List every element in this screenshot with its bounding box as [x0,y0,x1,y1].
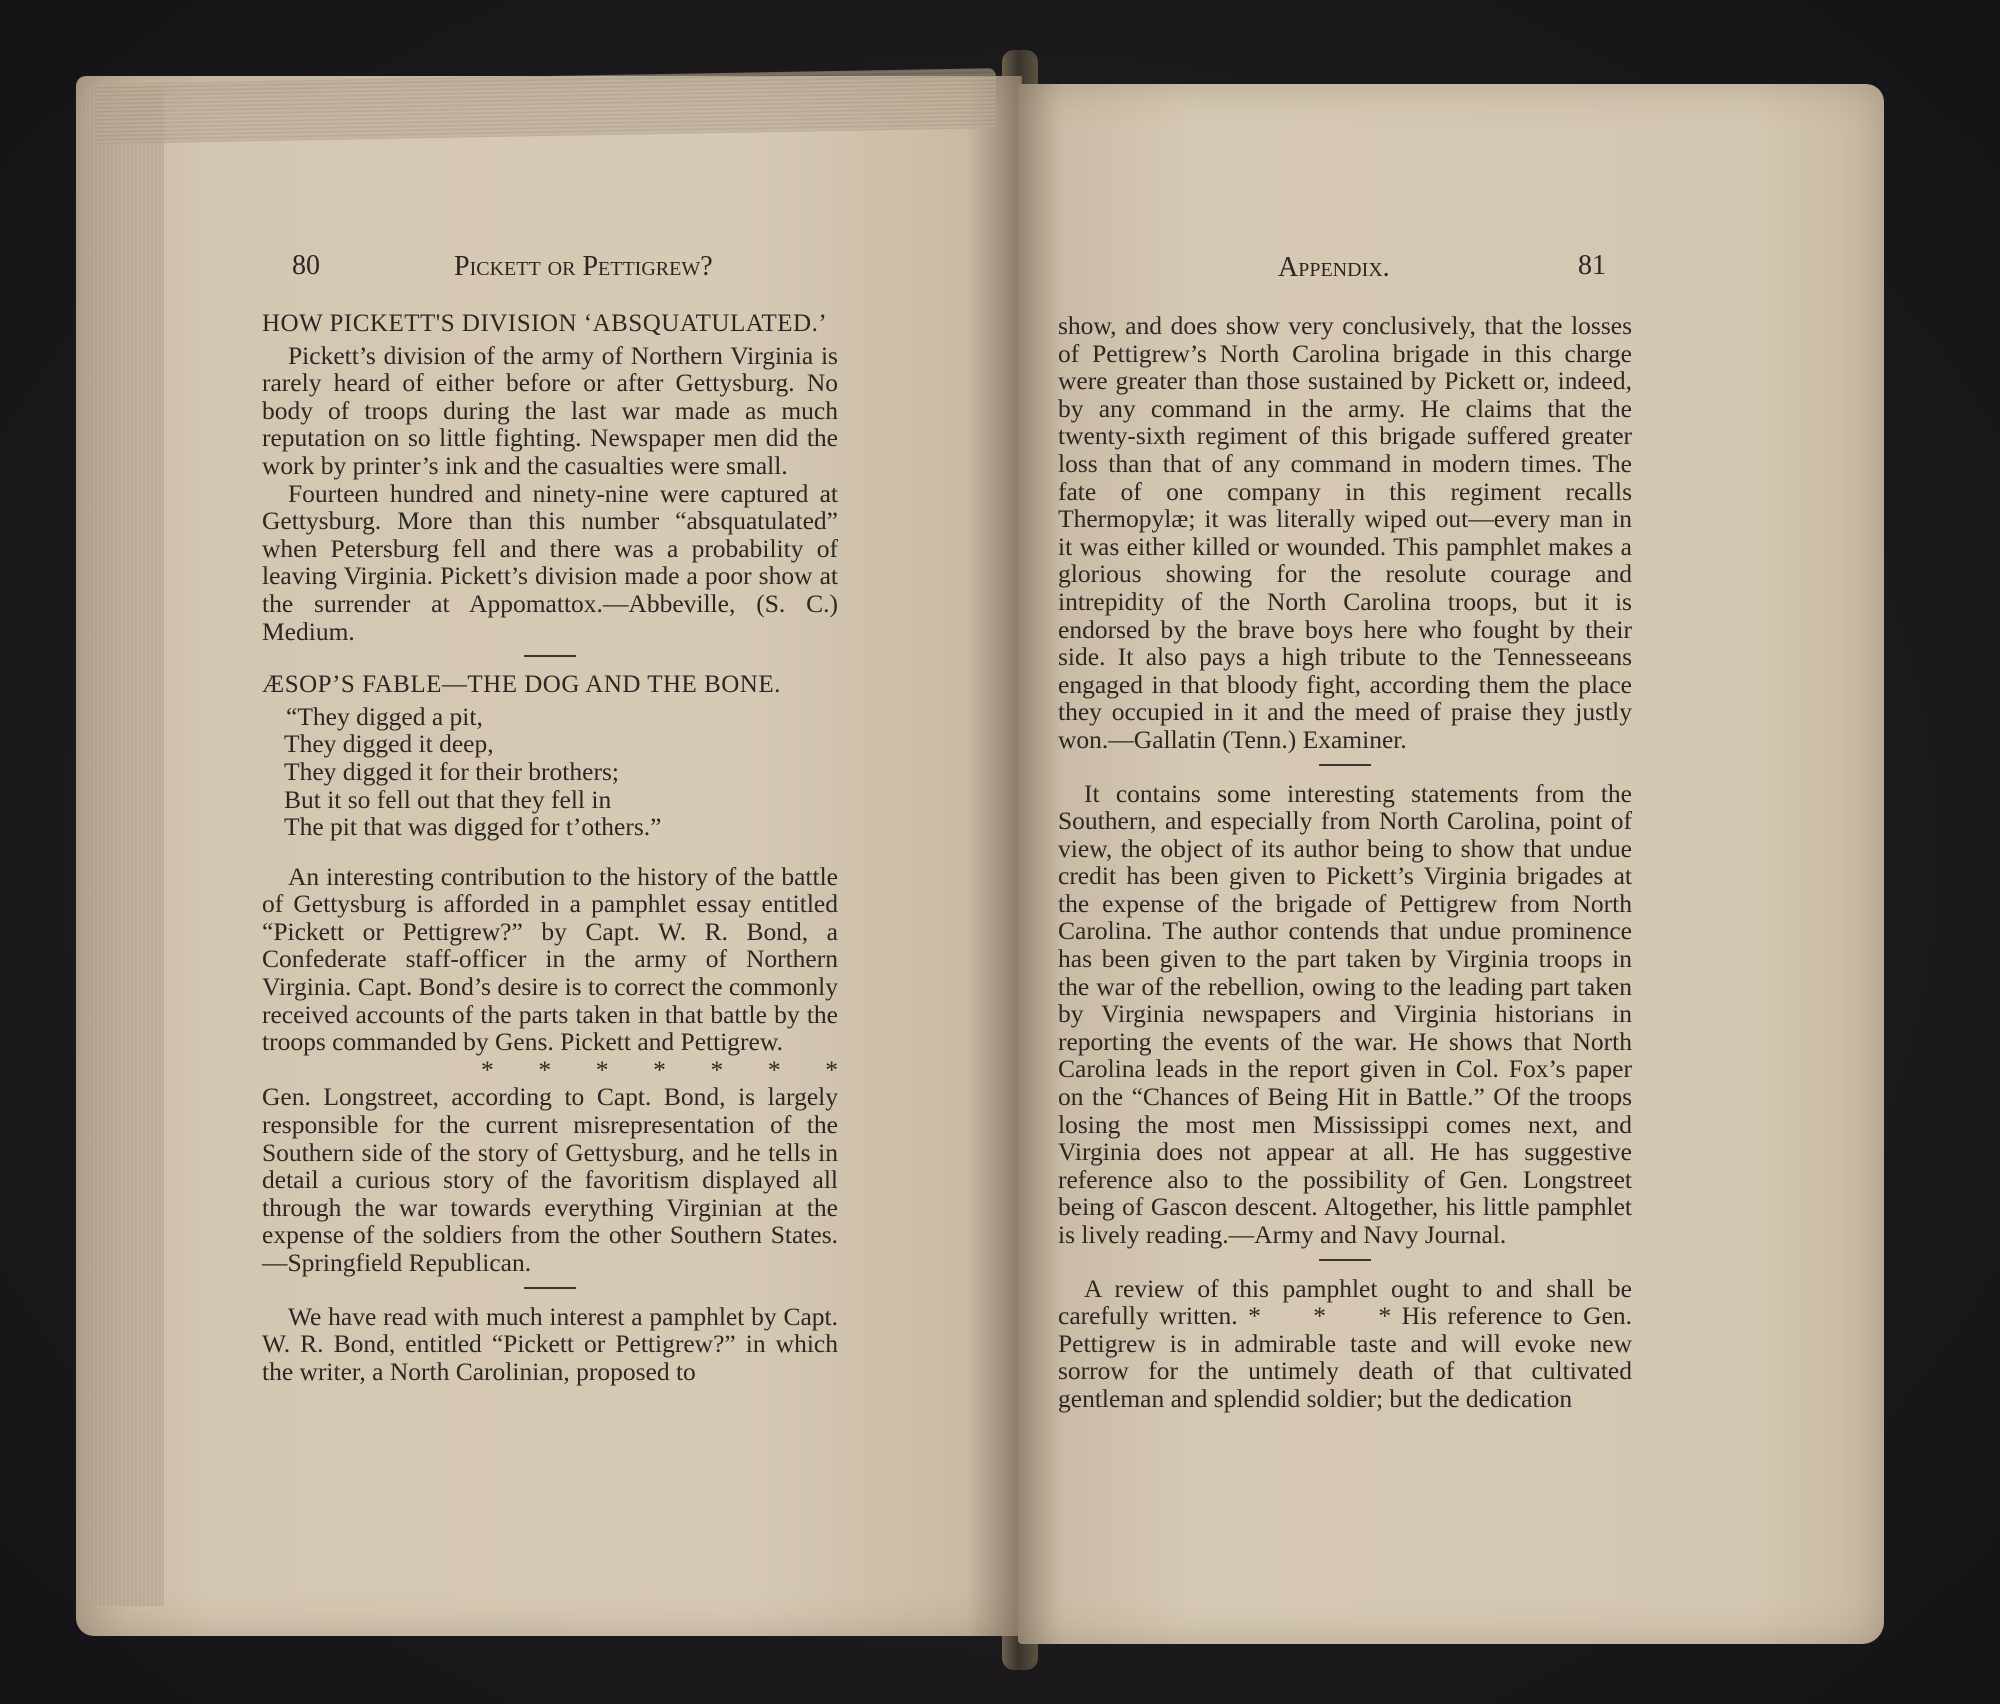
poem-line: They digged it for their brothers; [284,756,619,786]
paragraph: show, and does show very conclusively, that the losses of Pettigrew’s North Carolina brigade in this charge were greater than those sustained by Pickett or, indeed, by any command in the army. He claims that the twenty-sixth regiment of this brigade suffered greater loss than that of any command in modern times. The fate of one company in this regiment recalls Thermopylæ; it was literally wiped out—every man in it was either killed or wounded. This pamphlet makes a glorious showing for the resolute courage and intrepidity of the North Carolina troops, but it is endorsed by the brave boys here who fought by their side. It also pays a high tribute to the Tennesseeans engaged in that bloody fight, according them the place they occupied in it and the meed of praise they justly won.—Gallatin (Tenn.) Examiner. [1058,311,1632,754]
left-page-body [262,310,838,1385]
right-page [1018,40,1884,1600]
open-book [76,40,1904,1670]
left-page-number: 80 [292,250,320,281]
poem-line: But it so fell out that they fell in [284,784,612,814]
poem-line: They digged it deep, [284,729,494,759]
poem [262,703,838,841]
section-divider [524,655,576,657]
heading-aesops-fable: ÆSOP’S FABLE—THE DOG AND THE BONE. [262,671,781,699]
paragraph: Pickett’s division of the army of Northern Virginia is rarely heard of either before or after Gettysburg. No body of troops during the last war made as much reputation on so little fighting. Newspaper men did the work by printer’s ink and the casualties were small. [262,340,838,480]
right-page-number: 81 [1578,250,1606,281]
paragraph: An interesting contribution to the history of the battle of Gettysburg is afforded in a pamphlet essay entitled “Pickett or Pettigrew?” by Capt. W. R. Bond, a Confederate staff-officer in the army of Northern Virginia. Capt. Bond’s desire is to correct the commonly received accounts of the parts taken in that battle by the troops commanded by Gens. Pickett and Pettigrew. [262,861,838,1057]
section-divider [524,1287,576,1289]
asterism: * * * [1248,1301,1392,1331]
asterism: * * * * * * * [481,1054,838,1084]
paragraph: Gen. Longstreet, according to Capt. Bond, is largely responsible for the current misrepresentation of the Southern side of the story of Gettysburg, and he tells in detail a curious story of the favoritism displayed all through the war towards everything Virginian at the expense of the soldiers from the other Southern States.—Springfield Republican. [262,1082,838,1277]
poem-line: The pit that was digged for t’others.” [284,812,662,842]
paragraph: We have read with much interest a pamphlet by Capt. W. R. Bond, entitled “Pickett or Pettigrew?” in which the writer, a North Carolinian, proposed to [262,1301,838,1386]
left-running-title: Pickett or Pettigrew? [454,251,713,282]
poem-line: “They digged a pit, [286,701,483,731]
paragraph: Fourteen hundred and ninety-nine were captured at Gettysburg. More than this number “absquatulated” when Petersburg fell and there was a probability of leaving Virginia. Pickett’s division made a poor show at the surrender at Appomattox.—Abbeville, (S. C.) Medium. [262,478,838,646]
heading-absquatulated: HOW PICKETT'S DIVISION ‘ABSQUATULATED.’ [262,310,828,337]
section-divider [1319,1259,1371,1261]
paragraph-text: A review of this pamphlet ought to and shall be carefully written. [1058,1273,1632,1331]
right-page-body [1058,312,1632,1413]
paragraph: It contains some interesting statements from the Southern, and especially from North Carolina, point of view, the object of its author being to show that undue credit has been given to Pickett’s Virginia brigades at the expense of the brigade of Pettigrew from North Carolina. The author contends that undue prominence has been given to the part taken by Virginia troops in the war of the rebellion, owing to the leading part taken by Virginia newspapers and Virginia historians in reporting the events of the war. He shows that North Carolina leads in the report given in Col. Fox’s paper on the “Chances of Being Hit in Battle.” Of the troops losing the most men Mississippi comes next, and Virginia does not appear at all. He has suggestive reference also to the possibility of Gen. Longstreet being of Gascon descent. Altogether, his little pamphlet is lively reading.—Army and Navy Journal. [1058,778,1632,1249]
paragraph-text: His reference to Gen. Pettigrew is in admirable taste and will evoke new sorrow for the untimely death of that cultivated gentleman and splendid soldier; but the dedication [1058,1301,1633,1413]
left-page [76,40,1022,1600]
paragraph [1058,1275,1632,1413]
right-running-title: Appendix. [1278,252,1390,283]
section-divider [1319,764,1371,766]
